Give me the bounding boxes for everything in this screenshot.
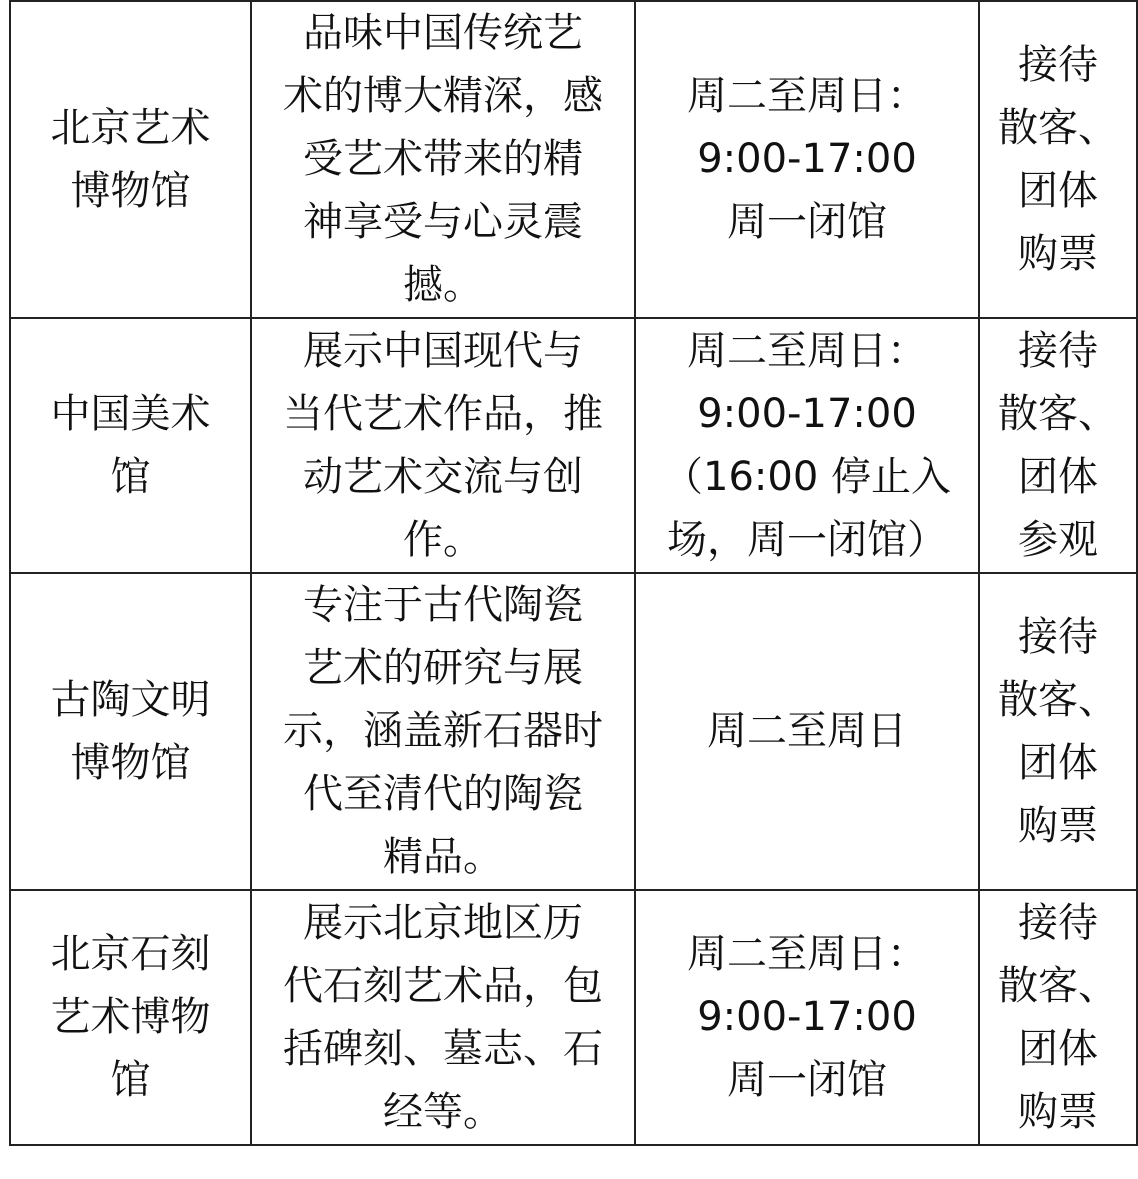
- description-line: 代石刻艺术品，包: [283, 962, 603, 1009]
- service-line: 散客、: [998, 962, 1118, 1009]
- museum-name-line: 馆: [110, 453, 151, 500]
- service-line: 团体: [1018, 167, 1098, 214]
- opening-hours-cell: [635, 573, 979, 890]
- museum-name-line: 博物馆: [70, 167, 191, 214]
- service-line: 接待: [1018, 41, 1098, 88]
- service-line: 参观: [1018, 516, 1098, 563]
- hours-line: 周一闭馆: [727, 1057, 887, 1103]
- opening-hours-cell: [635, 1, 979, 318]
- hours-line: 周一闭馆: [727, 199, 887, 245]
- table-row: [10, 318, 1137, 573]
- description-line: 当代艺术作品，推: [283, 390, 603, 437]
- museum-name-cell: [10, 1, 251, 318]
- visitor-service-cell: [979, 890, 1137, 1145]
- service-line: 散客、: [998, 104, 1118, 151]
- opening-hours-cell: [635, 318, 979, 573]
- visitor-service-cell: [979, 573, 1137, 890]
- service-line: 团体: [1018, 739, 1098, 786]
- museum-name-cell: [10, 573, 251, 890]
- description-line: 示，涵盖新石器时: [283, 708, 603, 754]
- description-line: 术的博大精深，感: [283, 73, 603, 119]
- description-line: 专注于古代陶瓷: [303, 582, 583, 628]
- museum-name-line: 古陶文明: [50, 676, 211, 723]
- description-line: 代至清代的陶瓷: [303, 771, 583, 817]
- museum-name-line: 艺术博物: [50, 994, 211, 1040]
- service-line: 散客、: [998, 676, 1118, 723]
- service-line: 购票: [1018, 1088, 1098, 1135]
- table-row: [10, 573, 1137, 890]
- service-line: 购票: [1018, 230, 1098, 277]
- hours-line: （16:00 停止入: [663, 453, 951, 500]
- service-line: 购票: [1018, 802, 1098, 849]
- museum-description-cell: [251, 1, 635, 318]
- description-line: 艺术的研究与展: [303, 645, 583, 691]
- museum-description-cell: [251, 318, 635, 573]
- description-line: 受艺术带来的精: [303, 136, 583, 182]
- hours-line: 9:00-17:00: [697, 136, 917, 182]
- service-line: 接待: [1018, 899, 1098, 946]
- museum-name-line: 北京艺术: [50, 104, 211, 151]
- museum-name-line: 馆: [110, 1057, 151, 1103]
- museum-table-container: [9, 0, 1118, 1146]
- museum-description-cell: [251, 890, 635, 1145]
- hours-line: 周二至周日: [707, 708, 907, 754]
- museum-name-line: 北京石刻: [50, 931, 211, 977]
- museum-name-cell: [10, 318, 251, 573]
- service-line: 团体: [1018, 1025, 1098, 1072]
- hours-line: 9:00-17:00: [697, 994, 917, 1040]
- service-line: 接待: [1018, 327, 1098, 374]
- visitor-service-cell: [979, 318, 1137, 573]
- description-line: 经等。: [383, 1088, 503, 1135]
- description-line: 展示中国现代与: [303, 327, 583, 374]
- museum-table: [9, 0, 1138, 1146]
- opening-hours-cell: [635, 890, 979, 1145]
- museum-name-line: 博物馆: [70, 739, 191, 786]
- description-line: 作。: [403, 516, 483, 563]
- table-row: [10, 1, 1137, 318]
- hours-line: 场，周一闭馆）: [667, 516, 947, 563]
- service-line: 团体: [1018, 453, 1098, 500]
- description-line: 展示北京地区历: [303, 899, 583, 946]
- service-line: 散客、: [998, 390, 1118, 437]
- service-line: 接待: [1018, 613, 1098, 660]
- hours-line: 周二至周日：: [687, 931, 927, 977]
- description-line: 精品。: [383, 834, 503, 880]
- museum-description-cell: [251, 573, 635, 890]
- hours-line: 9:00-17:00: [697, 390, 917, 437]
- description-line: 撼。: [403, 262, 483, 308]
- description-line: 神享受与心灵震: [303, 199, 583, 245]
- visitor-service-cell: [979, 1, 1137, 318]
- hours-line: 周二至周日：: [687, 327, 927, 374]
- table-row: [10, 890, 1137, 1145]
- description-line: 括碑刻、墓志、石: [283, 1025, 603, 1072]
- hours-line: 周二至周日：: [687, 73, 927, 119]
- museum-name-line: 中国美术: [50, 390, 211, 437]
- description-line: 品味中国传统艺: [303, 10, 583, 56]
- museum-name-cell: [10, 890, 251, 1145]
- description-line: 动艺术交流与创: [303, 453, 583, 500]
